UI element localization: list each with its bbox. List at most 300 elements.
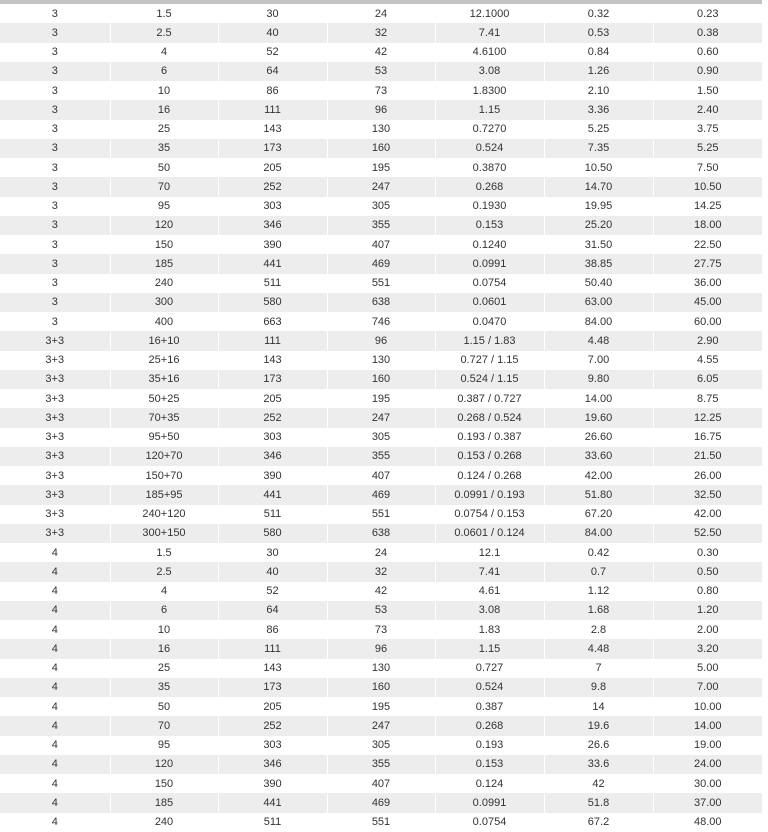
table-cell: 0.0754 [435,274,544,293]
table-cell: 1.12 [544,582,653,601]
table-cell: 0.7270 [435,120,544,139]
table-row [0,274,762,293]
table-cell: 18.00 [653,216,762,235]
table-cell: 4 [0,793,110,812]
table-cell: 22.50 [653,235,762,254]
table-cell: 0.0601 / 0.124 [435,524,544,543]
table-cell: 96 [327,639,435,658]
table-cell: 0.0991 / 0.193 [435,485,544,504]
table-cell: 4 [110,43,218,62]
table-cell: 16 [110,639,218,658]
table-cell: 9.80 [544,370,653,389]
table-cell: 3 [0,312,110,331]
table-row [0,485,762,504]
table-cell: 3+3 [0,370,110,389]
table-cell: 2.10 [544,81,653,100]
table-cell: 1.15 [435,100,544,119]
table-cell: 143 [218,351,327,370]
table-cell: 3 [0,62,110,81]
table-cell: 0.153 / 0.268 [435,447,544,466]
table-cell: 3 [0,139,110,158]
table-cell: 663 [218,312,327,331]
table-cell: 3+3 [0,466,110,485]
table-cell: 3.75 [653,120,762,139]
table-cell: 247 [327,716,435,735]
table-cell: 185 [110,254,218,273]
table-cell: 19.60 [544,408,653,427]
table-cell: 3+3 [0,485,110,504]
table-cell: 40 [218,23,327,42]
table-cell: 0.53 [544,23,653,42]
table-row [0,254,762,273]
table-cell: 0.193 / 0.387 [435,428,544,447]
table-cell: 0.387 [435,697,544,716]
table-cell: 511 [218,274,327,293]
table-cell: 1.26 [544,62,653,81]
table-cell: 95+50 [110,428,218,447]
table-cell: 1.8300 [435,81,544,100]
table-cell: 3 [0,274,110,293]
table-row [0,120,762,139]
table-cell: 150 [110,235,218,254]
table-cell: 10.50 [544,158,653,177]
table-cell: 303 [218,197,327,216]
table-cell: 50 [110,697,218,716]
table-cell: 346 [218,755,327,774]
table-row [0,813,762,832]
table-cell: 240+120 [110,505,218,524]
table-cell: 4 [0,755,110,774]
table-cell: 7.41 [435,23,544,42]
table-cell: 205 [218,389,327,408]
table-cell: 0.268 / 0.524 [435,408,544,427]
table-cell: 7.50 [653,158,762,177]
table-row [0,524,762,543]
table-cell: 441 [218,254,327,273]
table-cell: 14.70 [544,177,653,196]
table-cell: 303 [218,428,327,447]
table-cell: 1.15 [435,639,544,658]
table-cell: 53 [327,62,435,81]
table-cell: 2.8 [544,620,653,639]
table-cell: 14.00 [544,389,653,408]
table-cell: 3 [0,100,110,119]
table-row [0,447,762,466]
table-cell: 6 [110,62,218,81]
table-row [0,774,762,793]
table-cell: 469 [327,254,435,273]
table-row [0,43,762,62]
table-row [0,23,762,42]
table-cell: 95 [110,736,218,755]
table-cell: 3+3 [0,524,110,543]
table-cell: 42 [327,43,435,62]
table-cell: 390 [218,466,327,485]
table-cell: 0.84 [544,43,653,62]
table-cell: 3.36 [544,100,653,119]
table-cell: 0.153 [435,755,544,774]
table-cell: 469 [327,793,435,812]
table-cell: 4 [0,678,110,697]
table-cell: 3+3 [0,389,110,408]
table-cell: 50+25 [110,389,218,408]
table-cell: 0.124 / 0.268 [435,466,544,485]
table-cell: 3 [0,120,110,139]
table-cell: 120 [110,755,218,774]
table-cell: 51.80 [544,485,653,504]
table-cell: 4 [0,659,110,678]
table-cell: 303 [218,736,327,755]
table-cell: 3 [0,177,110,196]
table-cell: 4.61 [435,582,544,601]
table-cell: 143 [218,120,327,139]
table-cell: 4 [0,716,110,735]
table-cell: 0.124 [435,774,544,793]
table-cell: 120 [110,216,218,235]
table-cell: 3+3 [0,447,110,466]
table-cell: 36.00 [653,274,762,293]
table-cell: 252 [218,716,327,735]
table-cell: 25+16 [110,351,218,370]
table-row [0,466,762,485]
table-cell: 1.5 [110,4,218,23]
table-cell: 53 [327,601,435,620]
table-cell: 1.20 [653,601,762,620]
table-cell: 5.00 [653,659,762,678]
table-cell: 26.60 [544,428,653,447]
table-cell: 19.6 [544,716,653,735]
table-cell: 32.50 [653,485,762,504]
table-cell: 7 [544,659,653,678]
table-cell: 0.0991 [435,793,544,812]
table-cell: 6 [110,601,218,620]
table-cell: 1.50 [653,81,762,100]
table-cell: 35 [110,139,218,158]
table-cell: 27.75 [653,254,762,273]
table-cell: 160 [327,678,435,697]
table-cell: 1.5 [110,543,218,562]
table-cell: 746 [327,312,435,331]
table-cell: 14.00 [653,716,762,735]
table-cell: 0.50 [653,562,762,581]
table-cell: 1.83 [435,620,544,639]
table-cell: 3 [0,216,110,235]
table-row [0,408,762,427]
table-cell: 3 [0,197,110,216]
table-cell: 26.00 [653,466,762,485]
table-cell: 580 [218,293,327,312]
table-cell: 3+3 [0,428,110,447]
table-cell: 3 [0,254,110,273]
table-cell: 4 [0,697,110,716]
table-row [0,370,762,389]
table-cell: 38.85 [544,254,653,273]
table-row [0,543,762,562]
table-cell: 7.00 [653,678,762,697]
table-row [0,562,762,581]
table-cell: 441 [218,485,327,504]
table-cell: 195 [327,158,435,177]
table-body [0,4,762,832]
table-cell: 7.41 [435,562,544,581]
table-cell: 67.2 [544,813,653,832]
table-row [0,177,762,196]
table-cell: 407 [327,235,435,254]
table-cell: 0.32 [544,4,653,23]
table-cell: 407 [327,466,435,485]
table-cell: 3+3 [0,351,110,370]
table-cell: 31.50 [544,235,653,254]
table-cell: 35 [110,678,218,697]
table-cell: 247 [327,177,435,196]
table-row [0,62,762,81]
table-cell: 0.42 [544,543,653,562]
table-cell: 3 [0,43,110,62]
table-cell: 52 [218,582,327,601]
table-cell: 7.35 [544,139,653,158]
table-cell: 40 [218,562,327,581]
table-cell: 1.15 / 1.83 [435,331,544,350]
table-cell: 42.00 [653,505,762,524]
table-cell: 205 [218,697,327,716]
table-row [0,216,762,235]
table-cell: 0.7 [544,562,653,581]
table-cell: 84.00 [544,524,653,543]
table-cell: 0.727 / 1.15 [435,351,544,370]
table-cell: 0.268 [435,177,544,196]
table-cell: 35+16 [110,370,218,389]
table-cell: 0.3870 [435,158,544,177]
table-cell: 3 [0,158,110,177]
table-row [0,659,762,678]
table-cell: 25 [110,659,218,678]
table-cell: 86 [218,81,327,100]
table-cell: 24 [327,4,435,23]
table-cell: 551 [327,505,435,524]
table-cell: 0.0754 / 0.153 [435,505,544,524]
table-cell: 4.6100 [435,43,544,62]
table-cell: 24 [327,543,435,562]
table-row [0,197,762,216]
table-row [0,81,762,100]
table-cell: 305 [327,428,435,447]
table-cell: 1.68 [544,601,653,620]
table-cell: 16 [110,100,218,119]
table-row [0,697,762,716]
table-cell: 111 [218,639,327,658]
table-row [0,312,762,331]
table-cell: 4 [0,562,110,581]
table-cell: 150 [110,774,218,793]
table-row [0,639,762,658]
table-cell: 3.20 [653,639,762,658]
table-cell: 511 [218,813,327,832]
table-cell: 252 [218,408,327,427]
table-cell: 111 [218,100,327,119]
table-cell: 173 [218,139,327,158]
table-cell: 0.193 [435,736,544,755]
table-cell: 63.00 [544,293,653,312]
table-cell: 551 [327,813,435,832]
table-cell: 2.00 [653,620,762,639]
table-cell: 10 [110,81,218,100]
table-cell: 0.387 / 0.727 [435,389,544,408]
table-cell: 130 [327,659,435,678]
table-cell: 3+3 [0,331,110,350]
table-cell: 70+35 [110,408,218,427]
table-cell: 0.38 [653,23,762,42]
table-cell: 2.40 [653,100,762,119]
table-cell: 390 [218,235,327,254]
table-cell: 4.48 [544,331,653,350]
table-cell: 12.1 [435,543,544,562]
table-row [0,428,762,447]
table-row [0,4,762,23]
table-row [0,716,762,735]
table-cell: 0.1930 [435,197,544,216]
table-cell: 111 [218,331,327,350]
table-cell: 4 [0,639,110,658]
table-cell: 30 [218,543,327,562]
table-cell: 4 [0,774,110,793]
table-cell: 551 [327,274,435,293]
table-cell: 50.40 [544,274,653,293]
table-cell: 638 [327,293,435,312]
table-cell: 48.00 [653,813,762,832]
table-cell: 52 [218,43,327,62]
table-cell: 355 [327,216,435,235]
table-cell: 3.08 [435,601,544,620]
table-cell: 10.50 [653,177,762,196]
table-row [0,601,762,620]
table-cell: 305 [327,736,435,755]
table-cell: 240 [110,813,218,832]
table-cell: 511 [218,505,327,524]
table-cell: 51.8 [544,793,653,812]
table-cell: 4 [0,620,110,639]
table-cell: 0.0754 [435,813,544,832]
table-cell: 160 [327,139,435,158]
table-cell: 0.268 [435,716,544,735]
table-cell: 143 [218,659,327,678]
table-cell: 8.75 [653,389,762,408]
table-cell: 0.524 / 1.15 [435,370,544,389]
table-row [0,158,762,177]
table-cell: 70 [110,177,218,196]
table-cell: 0.524 [435,139,544,158]
table-cell: 45.00 [653,293,762,312]
table-cell: 33.6 [544,755,653,774]
table-cell: 3 [0,4,110,23]
table-cell: 173 [218,678,327,697]
table-cell: 3 [0,293,110,312]
table-row [0,505,762,524]
table-cell: 3 [0,23,110,42]
table-cell: 32 [327,562,435,581]
table-cell: 64 [218,601,327,620]
table-row [0,293,762,312]
table-cell: 407 [327,774,435,793]
table-cell: 185 [110,793,218,812]
table-cell: 185+95 [110,485,218,504]
table-cell: 86 [218,620,327,639]
table-cell: 0.0601 [435,293,544,312]
table-cell: 21.50 [653,447,762,466]
table-cell: 25.20 [544,216,653,235]
table-cell: 300+150 [110,524,218,543]
table-cell: 95 [110,197,218,216]
table-cell: 16+10 [110,331,218,350]
cable-spec-table [0,4,762,832]
table-cell: 150+70 [110,466,218,485]
table-cell: 16.75 [653,428,762,447]
table-cell: 73 [327,620,435,639]
table-cell: 4.55 [653,351,762,370]
table-cell: 120+70 [110,447,218,466]
table-row [0,793,762,812]
table-row [0,331,762,350]
table-cell: 5.25 [544,120,653,139]
table-cell: 30 [218,4,327,23]
table-cell: 52.50 [653,524,762,543]
table-cell: 4 [0,601,110,620]
table-cell: 25 [110,120,218,139]
table-row [0,235,762,254]
table-cell: 30.00 [653,774,762,793]
table-cell: 96 [327,100,435,119]
table-cell: 205 [218,158,327,177]
table-cell: 0.524 [435,678,544,697]
table-cell: 4 [0,543,110,562]
table-cell: 252 [218,177,327,196]
table-cell: 42 [327,582,435,601]
table-cell: 60.00 [653,312,762,331]
table-cell: 0.1240 [435,235,544,254]
table-cell: 33.60 [544,447,653,466]
table-cell: 580 [218,524,327,543]
table-cell: 4 [0,736,110,755]
table-row [0,678,762,697]
table-cell: 469 [327,485,435,504]
table-cell: 0.90 [653,62,762,81]
table-cell: 441 [218,793,327,812]
table-cell: 70 [110,716,218,735]
table-cell: 14 [544,697,653,716]
table-row [0,139,762,158]
table-cell: 67.20 [544,505,653,524]
table-cell: 130 [327,120,435,139]
table-row [0,582,762,601]
table-row [0,100,762,119]
table-cell: 10.00 [653,697,762,716]
table-cell: 42.00 [544,466,653,485]
table-cell: 12.1000 [435,4,544,23]
table-row [0,620,762,639]
table-cell: 10 [110,620,218,639]
table-cell: 0.30 [653,543,762,562]
table-cell: 247 [327,408,435,427]
table-cell: 4 [110,582,218,601]
table-cell: 355 [327,447,435,466]
table-cell: 3+3 [0,408,110,427]
table-cell: 0.0991 [435,254,544,273]
table-row [0,755,762,774]
table-cell: 240 [110,274,218,293]
table-row [0,389,762,408]
table-cell: 195 [327,697,435,716]
table-cell: 42 [544,774,653,793]
table-cell: 0.153 [435,216,544,235]
